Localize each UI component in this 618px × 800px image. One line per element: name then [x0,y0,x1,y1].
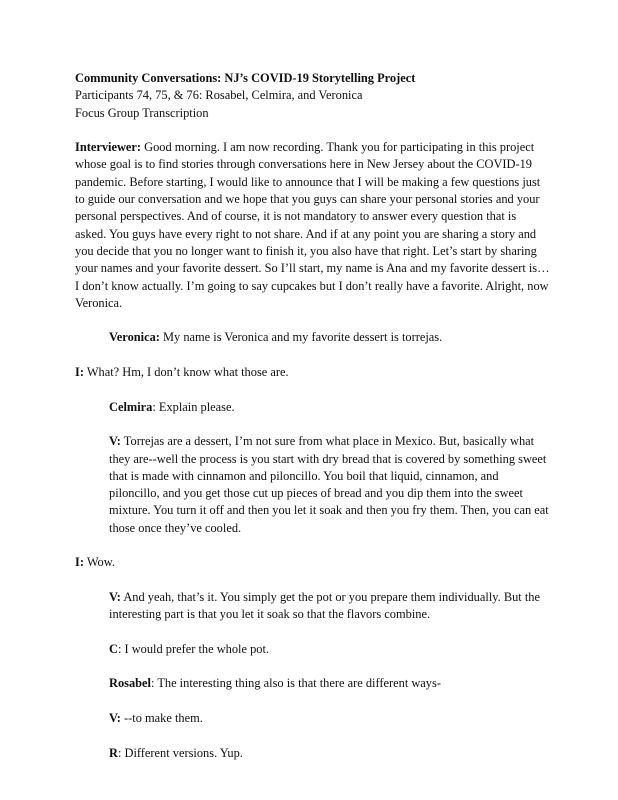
transcript-turn-rosabel [109,745,550,762]
transcript-turn-celmira [109,641,550,658]
document-type: Focus Group Transcription [75,105,209,120]
participants-line: Participants 74, 75, & 76: Rosabel, Celmira, and Veronica [75,88,363,103]
transcript-turn-veronica [109,329,550,346]
transcript-turn-veronica [109,589,550,624]
turn-text: : Explain please. [152,399,235,414]
document-header [75,70,550,122]
turn-text: : I would prefer the whole pot. [117,641,270,656]
turn-text: : Different versions. Yup. [117,745,243,760]
speaker-label: Celmira [109,399,153,414]
speaker-label: Veronica: [109,330,160,345]
speaker-label: C [109,641,118,656]
speaker-label: I: [75,365,84,380]
document-title: Community Conversations: NJ’s COVID-19 Storytelling Project [75,71,416,85]
transcript-turn-interviewer [75,554,550,571]
turn-text: My name is Veronica and my favorite dessert is torrejas. [159,330,443,345]
turn-text: --to make them. [120,710,203,725]
speaker-label: I: [75,555,84,570]
speaker-label: Rosabel [109,676,151,691]
transcript-turn-veronica [109,710,550,727]
turn-text: And yeah, that’s it. You simply get the pot or you prepare them individually. But the interesting part is that you let it soak so that the flavors combine. [109,589,540,622]
transcript-turn-celmira [109,399,550,416]
turn-text: Wow. [83,555,115,570]
speaker-label: Interviewer: [75,140,142,155]
speaker-label: V: [109,589,121,604]
transcript-turn-veronica [109,433,550,537]
turn-text: : The interesting thing also is that there are different ways- [151,676,441,691]
transcript-turn-interviewer [75,364,550,381]
turn-text: Good morning. I am now recording. Thank you for participating in this project whose goal is to find stories through conversations here in New Jersey about the COVID-19 pandemic. Before starting, I would like to announce that I will be making a few questions just to guide our conversation and we hope that you guys can share your personal stories and your personal perspectives. And of course, it is not mandatory to answer every question that is asked. You guys have every right to not share. And if at any point you are sharing a story and you decide that you no longer want to finish it, you also have that right. Let’s start by sharing your names and your favorite dessert. So I’ll start, my name is Ana and my favorite dessert is… I don’t know actually. I’m going to say cupcakes but I don’t really have a favorite. Alright, now Veronica. [75,140,550,310]
transcript-turn-interviewer [75,139,550,312]
speaker-label: V: [109,434,121,449]
turn-text: What? Hm, I don’t know what those are. [83,365,289,380]
transcript-page [75,70,550,762]
turn-text: Torrejas are a dessert, I’m not sure from what place in Mexico. But, basically what they are--well the process is you start with dry bread that is covered by something sweet that is made with cinnamon and piloncillo. You boil that liquid, cinnamon, and piloncillo, and you get those cut up pieces of bread and you dip them into the sweet mixture. You turn it off and then you let it soak and then you fry them. Then, you can eat those once they’ve cooled. [109,434,549,535]
speaker-label: R [109,745,118,760]
speaker-label: V: [109,710,121,725]
transcript-turn-rosabel [109,675,550,692]
